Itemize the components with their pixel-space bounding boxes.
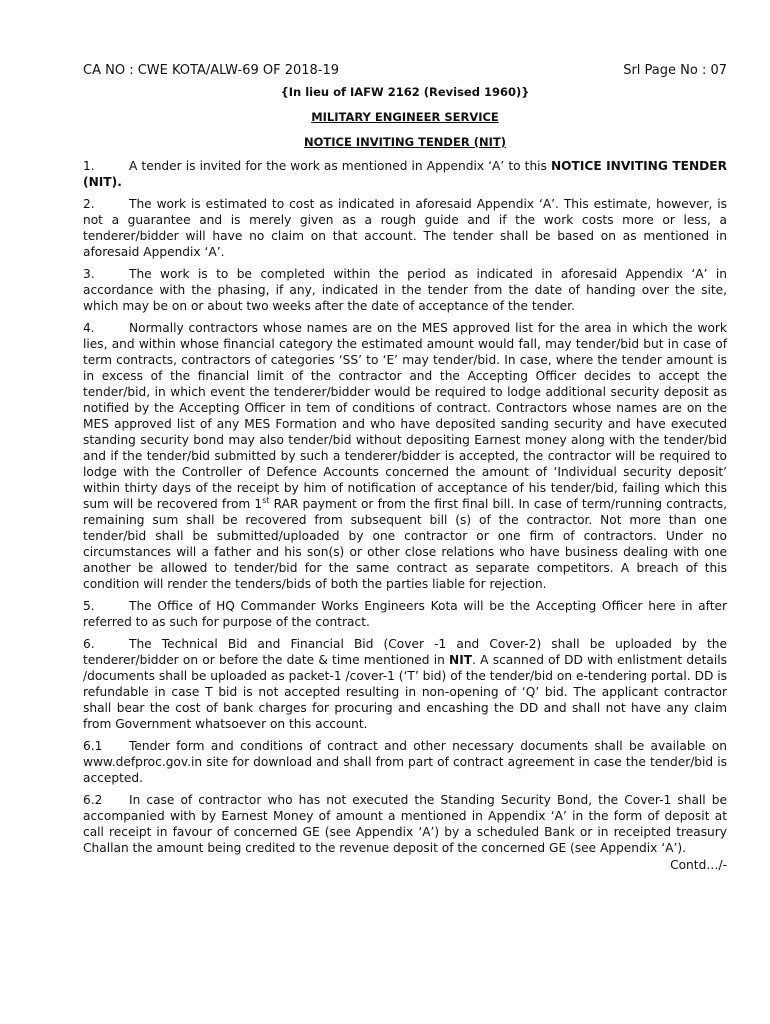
continued-note: Contd…/- — [670, 858, 727, 872]
paragraph-number: 4. — [83, 321, 95, 335]
paragraph-6 — [83, 636, 727, 732]
header-row — [83, 62, 727, 80]
paragraph-text: The Office of HQ Commander Works Engineers Kota will be the Accepting Officer here in after referred to as such for purpose of the contract. — [83, 599, 727, 629]
paragraph-bold-text: NIT — [449, 653, 473, 667]
paragraph-1 — [83, 158, 727, 190]
paragraph-text: Tender form and conditions of contract and other necessary documents shall be available on www.defproc.gov.in site for download and shall from part of contract agreement in case the tender/bid is accepted. — [83, 739, 727, 785]
paragraph-3 — [83, 266, 727, 314]
paragraph-2 — [83, 196, 727, 260]
serial-page-number: Srl Page No : 07 — [623, 63, 727, 78]
paragraph-6-2 — [83, 792, 727, 856]
paragraph-bold-text: NOTICE INVITING TENDER (NIT). — [83, 159, 727, 189]
paragraph-5 — [83, 598, 727, 630]
in-lieu-note: {In lieu of IAFW 2162 (Revised 1960)} — [280, 85, 530, 99]
paragraph-number: 6.2 — [83, 793, 103, 807]
paragraph-text: A tender is invited for the work as mentioned in Appendix ‘A’ to this — [129, 159, 551, 173]
paragraph-6-1 — [83, 738, 727, 786]
paragraph-number: 2. — [83, 197, 95, 211]
organization-title: MILITARY ENGINEER SERVICE — [311, 110, 499, 124]
document-page — [83, 62, 727, 873]
paragraph-4 — [83, 320, 727, 592]
paragraph-text: The work is to be completed within the period as indicated in aforesaid Appendix ‘A’ in accordance with the phasing, if any, indicated in the tender from the date of handing over the site, which may be on or about two weeks after the date of acceptance of the tender. — [83, 267, 727, 313]
paragraph-number: 5. — [83, 599, 95, 613]
paragraph-text: The Technical Bid and Financial Bid (Cover -1 and Cover-2) shall be uploaded by the tenderer/bidder on or before the date & time mentioned in — [83, 637, 727, 667]
paragraph-text-continued: RAR payment or from the first final bill. In case of term/running contracts, remaining sum shall be recovered from subsequent bill (s) of the contractor. Not more than one tender/bid shall be submitted/uploaded by one contractor or one firm of contractors. Under no circumstances will a father and his son(s) or other close relations who have business dealing with one another be allowed to tender/bid for the same contract as separate competitors. A breach of this condition will render the tenders/bids of both the parties liable for rejection. — [83, 497, 727, 591]
paragraph-number: 1. — [83, 159, 95, 173]
ca-number: CA NO : CWE KOTA/ALW-69 OF 2018-19 — [83, 63, 340, 78]
paragraph-number: 6.1 — [83, 739, 103, 753]
paragraph-number: 3. — [83, 267, 95, 281]
paragraph-text: In case of contractor who has not executed the Standing Security Bond, the Cover-1 shall be accompanied with by Earnest Money of amount a mentioned in Appendix ‘A’ in the form of deposit at call receipt in favour of concerned GE (see Appendix ‘A’) by a scheduled Bank or in receipted treasury Challan the amount being credited to the revenue deposit of the concerned GE (see Appendix ‘A’). — [83, 793, 727, 855]
paragraph-text: The work is estimated to cost as indicated in aforesaid Appendix ‘A’. This estimate, however, is not a guarantee and is merely given as a rough guide and if the work costs more or less, a tenderer/bidder will have no claim on that account. The tender shall be based on as mentioned in aforesaid Appendix ‘A’. — [83, 197, 727, 259]
notice-title: NOTICE INVITING TENDER (NIT) — [304, 135, 506, 149]
paragraph-text-continued: . A scanned of DD with enlistment details /documents shall be uploaded as packet-1 /cover-1 (‘T’ bid) of the tender/bid on e-tendering portal. DD is refundable in case T bid is not accepted resulting in non-opening of ‘Q’ bid. The applicant contractor shall bear the cost of bank charges for procuring and encashing the DD and shall not have any claim from Government whatsoever on this account. — [83, 653, 727, 731]
superscript: st — [262, 495, 270, 505]
paragraph-text: Normally contractors whose names are on the MES approved list for the area in which the work lies, and within whose financial category the estimated amount would fall, may tender/bid but in case of term contracts, contractors of categories ‘SS’ to ‘E’ may tender/bid. In case, where the tender amount is in excess of the financial limit of the contractor and the Accepting Officer decides to accept the tender/bid, in which event the tenderer/bidder would be required to lodge additional security deposit as notified by the Accepting Officer in tem of conditions of contract. Contractors whose names are on the MES approved list of any MES Formation and who have deposited sanding security and have executed standing security bond may also tender/bid without depositing Earnest money along with the tender/bid and if the tender/bid submitted by such a tenderer/bidder is accepted, the contractor will be required to lodge with the Controller of Defence Accounts concerned the amount of ‘Individual security deposit’ within thirty days of the receipt by him of notification of acceptance of his tender/bid, failing which this sum will be recovered from 1 — [83, 321, 727, 511]
paragraph-number: 6. — [83, 637, 95, 651]
